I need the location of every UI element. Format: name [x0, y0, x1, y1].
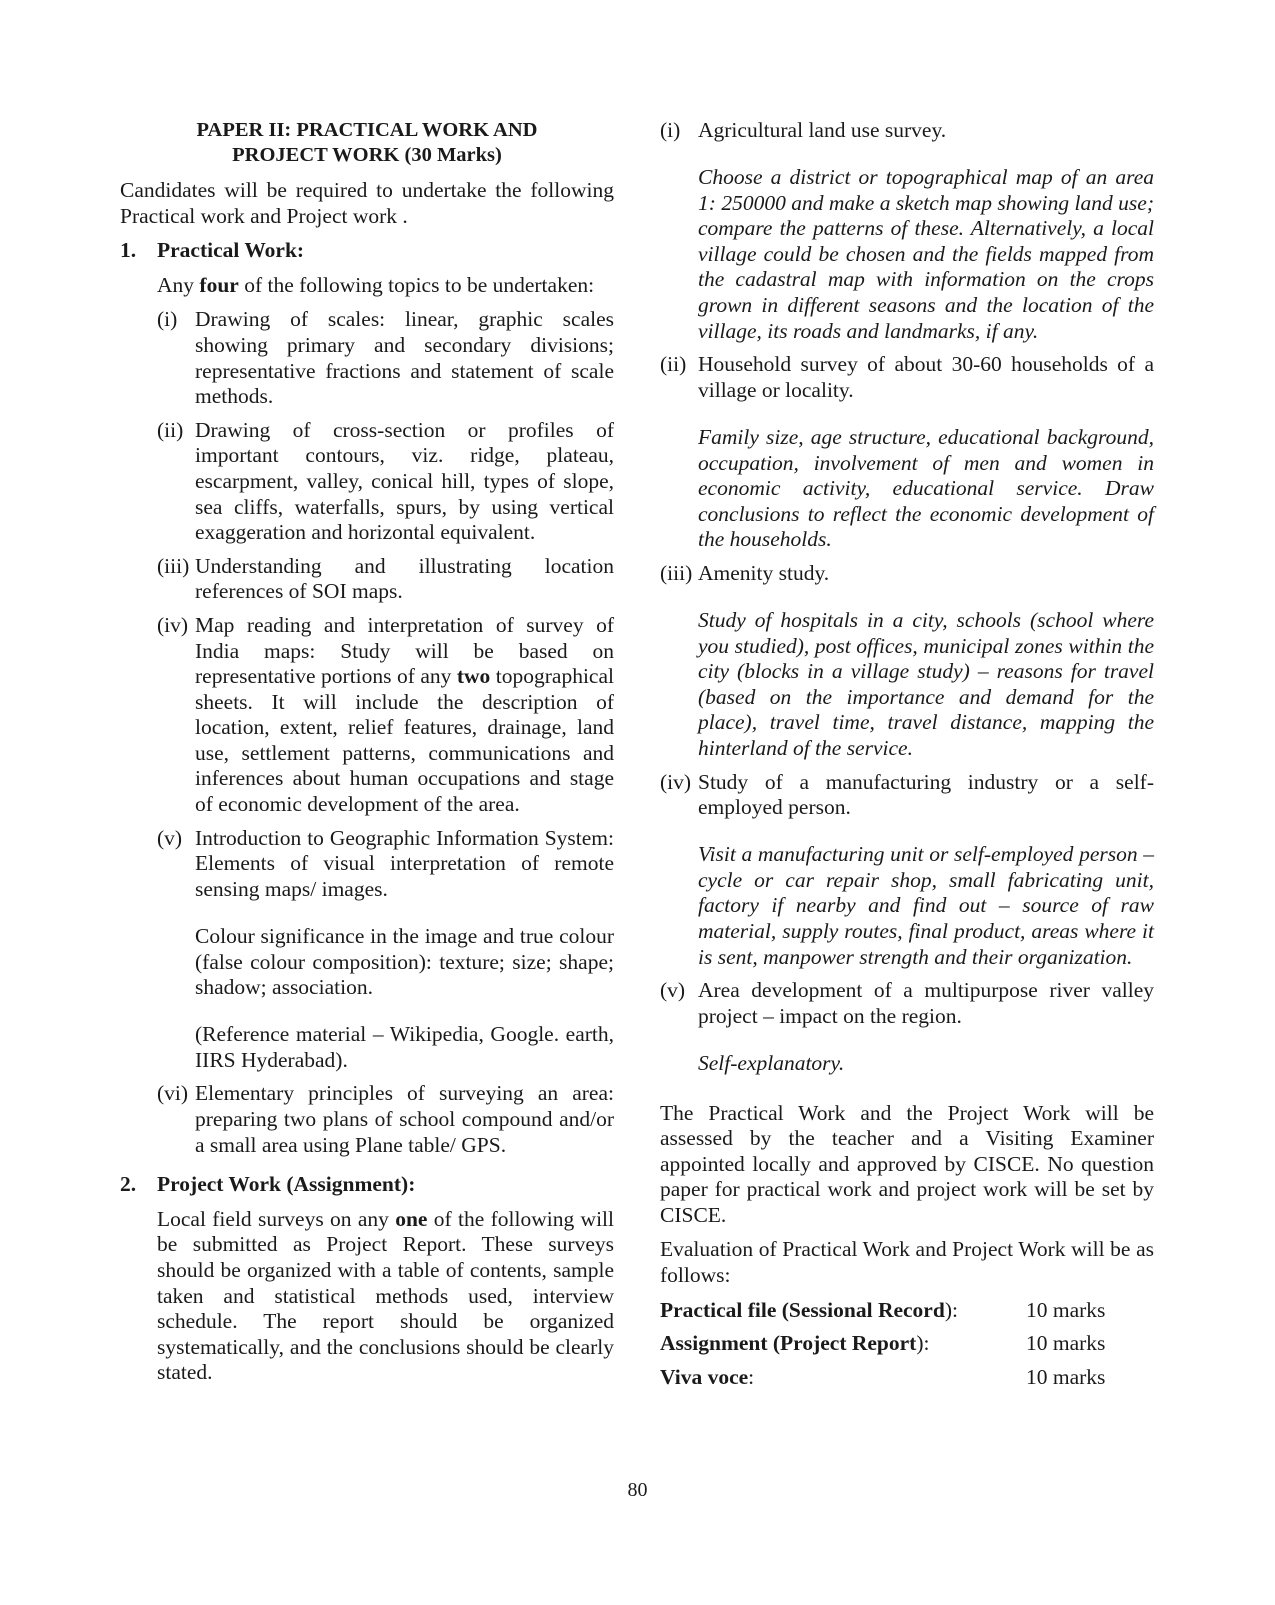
- marks-label: [660, 1365, 1026, 1391]
- marks-value: 10 marks: [1026, 1364, 1106, 1389]
- lead-text: of the following topics to be undertaken:: [238, 272, 595, 297]
- lead-text: of the following will be submitted as Project Report. These surveys should be organized with a table of contents, sample taken and statistical methods used, interview schedule. The report should be organized systematically, and the conclusions should be clearly stated.: [157, 1206, 614, 1385]
- assessment-paragraph: The Practical Work and the Project Work will be assessed by the teacher and a Visiting Examiner appointed locally and approved by CISCE. No question paper for practical work and project work will be set by CISCE.: [660, 1100, 1154, 1227]
- item-bold: two: [456, 664, 491, 689]
- page-heading: [120, 118, 614, 168]
- item-text: topographical sheets. It will include the description of location, extent, relief features, drainage, land use, settlement patterns, communications and inferences about human occupations and stage of economic development of the area.: [195, 664, 614, 817]
- item-text: Introduction to Geographic Information System: Elements of visual interpretation of remote sensing maps/ images.: [195, 825, 614, 901]
- intro-paragraph: Candidates will be required to undertake the following Practical work and Project work .: [120, 178, 614, 228]
- survey-item: [660, 770, 1154, 821]
- marks-value: 10 marks: [1026, 1331, 1106, 1356]
- marks-label-suffix: ):: [916, 1331, 930, 1356]
- marks-label-suffix: ):: [944, 1297, 958, 1322]
- item-number: (iv): [157, 612, 189, 637]
- marks-table: [660, 1298, 1154, 1391]
- practical-items: [157, 307, 614, 1158]
- marks-label: [660, 1331, 1026, 1357]
- list-item: [157, 307, 614, 409]
- item-number: (iii): [157, 553, 190, 578]
- section-number: 1.: [120, 238, 137, 263]
- left-column: [120, 118, 614, 1395]
- list-item: [157, 554, 614, 605]
- marks-label-bold: Assignment (Project Report: [660, 1331, 917, 1356]
- item-number: (vi): [157, 1081, 189, 1106]
- item-number: (ii): [660, 352, 687, 377]
- lead-bold: one: [395, 1206, 428, 1231]
- item-title: Agricultural land use survey.: [698, 118, 947, 142]
- list-item: [157, 418, 614, 546]
- list-item: [157, 1081, 614, 1158]
- item-subparagraph: Colour significance in the image and true colour (false colour composition): texture; size; shape; shadow; association.: [195, 923, 614, 1000]
- item-title: Area development of a multipurpose river valley project – impact on the region.: [698, 978, 1154, 1028]
- marks-row: [660, 1331, 1154, 1357]
- lead-text: Local field surveys on any: [157, 1206, 396, 1231]
- item-text: Understanding and illustrating location references of SOI maps.: [195, 553, 614, 604]
- survey-item: [660, 352, 1154, 403]
- right-column: [660, 118, 1154, 1398]
- item-number: (i): [660, 118, 681, 142]
- item-text: Map reading and interpretation of survey of India maps: Study will be based on representative portions of any: [195, 612, 614, 689]
- item-number: (v): [157, 825, 183, 850]
- practical-work-heading: [120, 238, 614, 264]
- survey-item: [660, 561, 1154, 587]
- section-title: Project Work (Assignment):: [157, 1172, 416, 1197]
- survey-item: [660, 978, 1154, 1029]
- list-item: [157, 826, 614, 903]
- section-title: Practical Work:: [157, 238, 305, 263]
- item-number: (v): [660, 978, 686, 1003]
- item-description: Visit a manufacturing unit or self-employed person – cycle or car repair shop, small fabricating unit, factory if nearby and find out – source of raw material, supply routes, final product, areas where it is sent, manpower strength and their organization.: [698, 842, 1154, 969]
- section-number: 2.: [120, 1172, 137, 1197]
- item-title: Study of a manufacturing industry or a self-employed person.: [698, 769, 1154, 820]
- item-text: Drawing of scales: linear, graphic scales showing primary and secondary divisions; representative fractions and statement of scale methods.: [195, 307, 614, 409]
- heading-line-2: PROJECT WORK (30 Marks): [232, 144, 502, 166]
- marks-label: [660, 1298, 1026, 1324]
- heading-line-1: PAPER II: PRACTICAL WORK AND: [196, 119, 538, 141]
- item-number: (iv): [660, 769, 692, 794]
- practical-lead: [157, 273, 614, 299]
- item-number: (ii): [157, 417, 184, 442]
- project-lead: [157, 1207, 614, 1386]
- item-subparagraph: (Reference material – Wikipedia, Google. earth, IIRS Hyderabad).: [195, 1022, 614, 1072]
- list-item: [157, 613, 614, 818]
- item-description: Study of hospitals in a city, schools (school where you studied), post offices, municipal zones within the city (blocks in a village study) – reasons for travel (based on the importance and demand for the place), travel time, travel distance, mapping the hinterland of the service.: [698, 608, 1154, 760]
- item-description: Choose a district or topographical map of an area 1: 250000 and make a sketch map showing land use; compare the patterns of these. Alternatively, a local village could be chosen and the fields mapped from the cadastral map with information on the crops grown in different seasons and the location of the village, its roads and landmarks, if any.: [698, 165, 1154, 343]
- marks-row: [660, 1365, 1154, 1391]
- lead-text: Any: [157, 272, 200, 297]
- item-text: Elementary principles of surveying an area: preparing two plans of school compound and/or a small area using Plane table/ GPS.: [195, 1081, 614, 1157]
- item-description: Family size, age structure, educational background, occupation, involvement of men and women in economic activity, educational service. Draw conclusions to reflect the economic development of the households.: [698, 424, 1154, 552]
- survey-item: [660, 118, 1154, 144]
- marks-label-bold: Viva voce: [660, 1364, 749, 1389]
- marks-label-suffix: :: [748, 1364, 755, 1389]
- item-description: Self-explanatory.: [698, 1050, 845, 1075]
- project-work-heading: [120, 1172, 614, 1198]
- item-text: Drawing of cross-section or profiles of important contours, viz. ridge, plateau, escarpment, valley, conical hill, types of slope, sea cliffs, waterfalls, spurs, by using vertical exaggeration and horizontal equivalent.: [195, 417, 614, 545]
- marks-value: 10 marks: [1026, 1297, 1106, 1322]
- item-title: Household survey of about 30-60 households of a village or locality.: [698, 352, 1154, 402]
- item-number: (iii): [660, 560, 693, 585]
- marks-row: [660, 1298, 1154, 1324]
- item-number: (i): [157, 307, 178, 332]
- item-title: Amenity study.: [698, 560, 830, 585]
- lead-bold: four: [199, 272, 239, 297]
- evaluation-intro: Evaluation of Practical Work and Project Work will be as follows:: [660, 1237, 1154, 1288]
- marks-label-bold: Practical file (Sessional Record: [660, 1297, 945, 1322]
- page-number: 80: [627, 1479, 648, 1501]
